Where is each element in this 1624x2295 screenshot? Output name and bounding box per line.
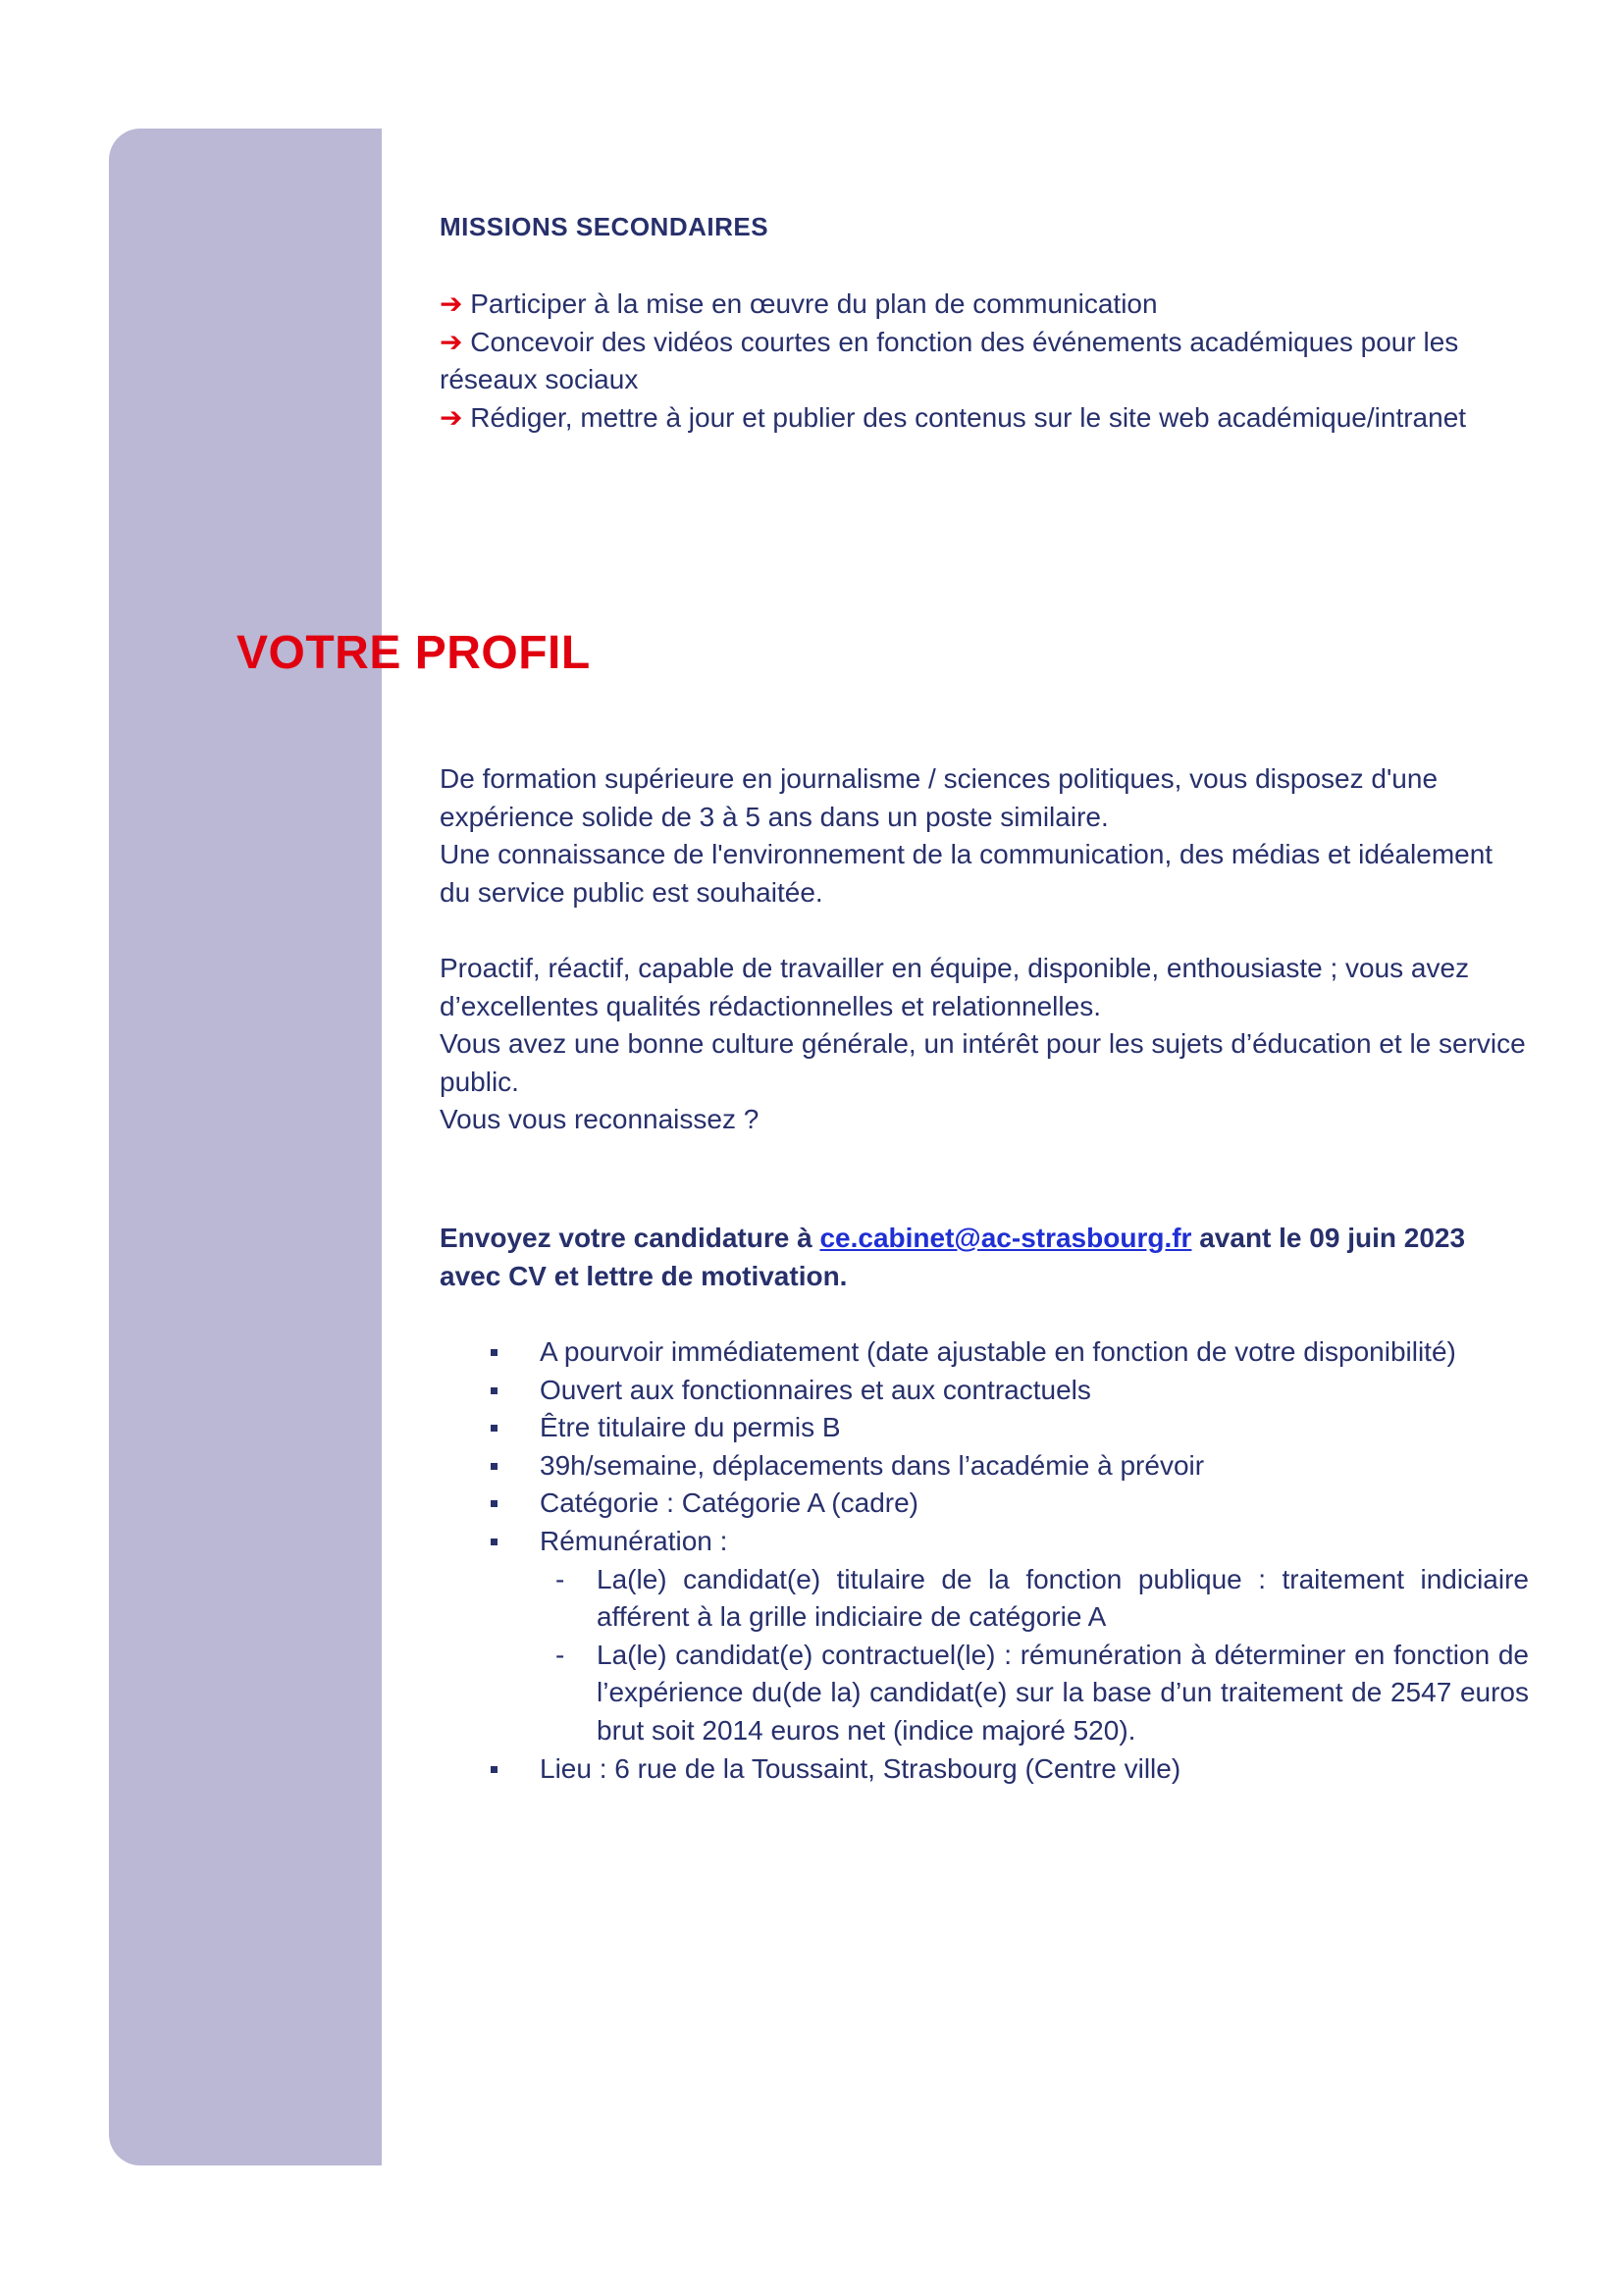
detail-text: Ouvert aux fonctionnaires et aux contractuels xyxy=(540,1374,1091,1405)
decorative-side-band xyxy=(109,129,382,2165)
square-bullet-icon xyxy=(491,1539,498,1545)
list-item xyxy=(440,1447,1529,1486)
list-item xyxy=(440,1372,1529,1410)
dash-bullet: - xyxy=(555,1639,565,1670)
square-bullet-icon xyxy=(491,1425,498,1432)
arrow-right-icon: ➔ xyxy=(440,401,463,433)
apply-text-before: Envoyez votre candidature à xyxy=(440,1223,820,1253)
mission-text: Rédiger, mettre à jour et publier des contenus sur le site web académique/intranet xyxy=(470,401,1467,433)
missions-list xyxy=(440,286,1529,437)
arrow-right-icon: ➔ xyxy=(440,326,463,357)
remuneration-sublist xyxy=(540,1561,1529,1750)
square-bullet-icon xyxy=(491,1463,498,1470)
list-item xyxy=(540,1637,1529,1750)
list-item xyxy=(440,1333,1529,1372)
list-item xyxy=(440,1409,1529,1447)
email-link[interactable]: ce.cabinet@ac-strasbourg.fr xyxy=(819,1223,1192,1253)
mission-text: Participer à la mise en œuvre du plan de communication xyxy=(470,288,1158,319)
detail-text: 39h/semaine, déplacements dans l’académie à prévoir xyxy=(540,1449,1205,1481)
remuneration-text: La(le) candidat(e) contractuel(le) : rémunération à déterminer en fonction de l’expérience du(de la) candidat(e) sur la base d’un traitement de 2547 euros brut soit 2014 euros net (indice majoré 520). xyxy=(597,1639,1529,1746)
list-item xyxy=(440,1750,1529,1789)
list-item xyxy=(540,1561,1529,1637)
job-details-list xyxy=(440,1333,1529,1788)
list-item xyxy=(440,1485,1529,1523)
list-item xyxy=(440,1523,1529,1750)
remuneration-text: La(le) candidat(e) titulaire de la fonction publique : traitement indiciaire afférent à la grille indiciaire de catégorie A xyxy=(597,1563,1529,1633)
square-bullet-icon xyxy=(491,1766,498,1773)
location-text: Lieu : 6 rue de la Toussaint, Strasbourg (Centre ville) xyxy=(540,1752,1181,1784)
profile-paragraph: Proactif, réactif, capable de travailler en équipe, disponible, enthousiaste ; vous avez d’excellentes qualités rédactionnelles et relationnelles. Vous avez une bonne culture générale, un intérêt pour les sujets d’éducation et le service public. Vous vous reconnaissez ? xyxy=(440,952,1526,1135)
dash-bullet: - xyxy=(555,1563,565,1594)
profile-paragraph: De formation supérieure en journalisme / sciences politiques, vous disposez d'une expérience solide de 3 à 5 ans dans un poste similaire. Une connaissance de l'environnement de la communication, des médias et idéalement du service public est souhaitée. xyxy=(440,763,1493,908)
detail-text: Catégorie : Catégorie A (cadre) xyxy=(540,1487,918,1519)
detail-text: A pourvoir immédiatement (date ajustable en fonction de votre disponibilité) xyxy=(540,1336,1456,1367)
square-bullet-icon xyxy=(491,1349,498,1356)
missions-heading: MISSIONS SECONDAIRES xyxy=(440,212,769,241)
profile-heading: VOTRE PROFIL xyxy=(236,627,591,679)
detail-text: Être titulaire du permis B xyxy=(540,1412,841,1443)
application-instructions xyxy=(440,1220,1529,1295)
list-item xyxy=(440,324,1529,399)
arrow-right-icon: ➔ xyxy=(440,288,463,319)
profile-block xyxy=(440,760,1529,1139)
apply-text-after: avant le 09 juin 2023 avec CV et lettre de motivation. xyxy=(440,1223,1466,1291)
list-item xyxy=(440,399,1529,438)
list-item xyxy=(440,286,1529,324)
square-bullet-icon xyxy=(491,1387,498,1394)
square-bullet-icon xyxy=(491,1500,498,1507)
mission-text: Concevoir des vidéos courtes en fonction des événements académiques pour les réseaux sociaux xyxy=(440,326,1459,395)
remuneration-label: Rémunération : xyxy=(540,1525,728,1556)
